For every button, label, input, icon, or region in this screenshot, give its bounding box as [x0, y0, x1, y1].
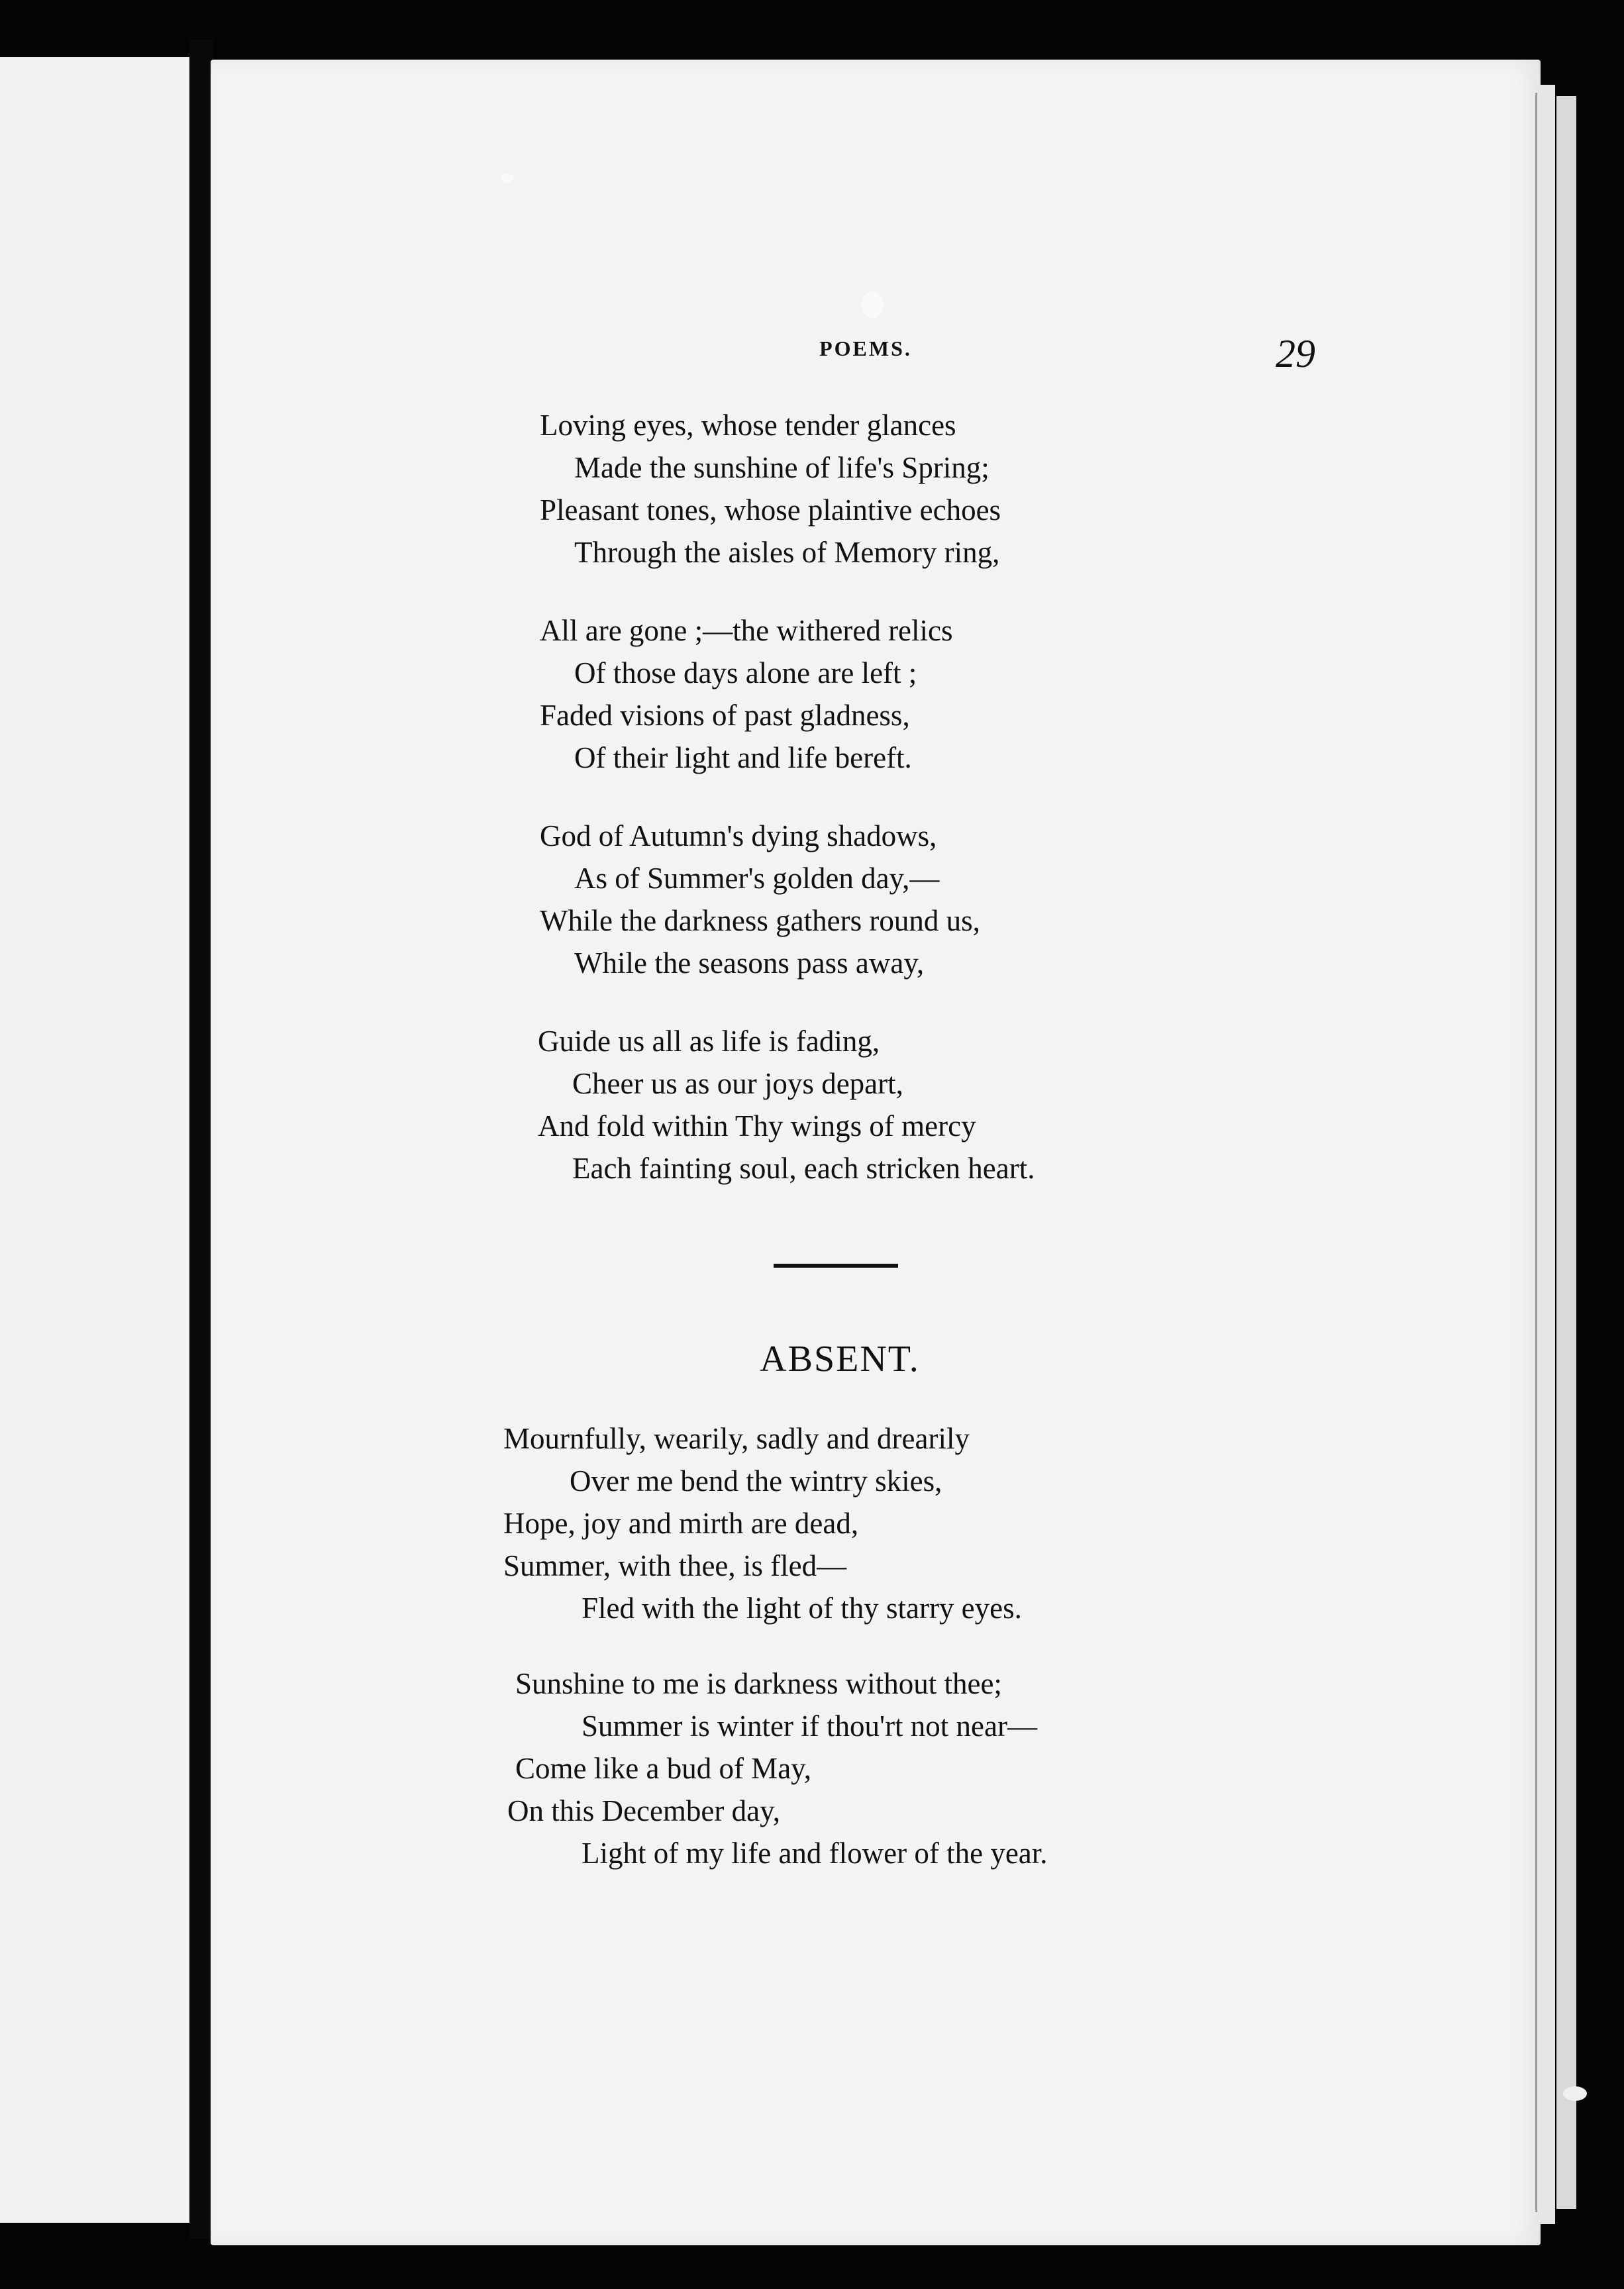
poem-line: Sunshine to me is darkness without thee;	[515, 1667, 1002, 1700]
poem-line: Faded visions of past gladness,	[540, 699, 910, 732]
poem-stanza	[540, 609, 1624, 779]
poem-line: Pleasant tones, whose plaintive echoes	[540, 493, 1001, 527]
poem-line: Made the sunshine of life's Spring;	[574, 451, 990, 484]
poem-line: On this December day,	[507, 1794, 780, 1827]
section-divider-rule	[774, 1264, 898, 1268]
page-number: 29	[1276, 332, 1315, 376]
poem-line: Summer, with thee, is fled—	[503, 1549, 847, 1582]
facing-page-edge	[0, 57, 197, 2223]
poem-stanza	[540, 404, 1624, 574]
poem-line: And fold within Thy wings of mercy	[538, 1109, 976, 1143]
poem-line: Each fainting soul, each stricken heart.	[572, 1152, 1035, 1185]
poem-stanza	[538, 1020, 1624, 1190]
poem-line: While the darkness gathers round us,	[540, 904, 980, 937]
poem-title-text: ABSENT.	[760, 1339, 920, 1380]
poem-line: Over me bend the wintry skies,	[570, 1464, 942, 1498]
paper-speck	[861, 291, 884, 318]
poem-stanza	[507, 1662, 1624, 1874]
poem-line: Of their light and life bereft.	[574, 741, 912, 774]
book-gutter	[189, 40, 213, 2239]
poem-stanza	[540, 815, 1624, 984]
poem-line: Hope, joy and mirth are dead,	[503, 1507, 859, 1540]
poem-line: All are gone ;—the withered relics	[540, 614, 953, 647]
poem-title	[0, 1338, 1624, 1380]
poem-line: Fled with the light of thy starry eyes.	[582, 1592, 1022, 1625]
paper-speck	[501, 174, 514, 183]
poem-line: God of Autumn's dying shadows,	[540, 819, 937, 852]
poem-stanza	[503, 1417, 1624, 1629]
poem-line: Mournfully, wearily, sadly and drearily	[503, 1422, 970, 1455]
poem-line: As of Summer's golden day,—	[574, 862, 940, 895]
poem-line: Come like a bud of May,	[515, 1752, 811, 1785]
poem-line: Guide us all as life is fading,	[538, 1025, 880, 1058]
poem-line: Light of my life and flower of the year.	[582, 1837, 1048, 1870]
poem-line: Of those days alone are left ;	[574, 656, 917, 689]
poem-line: Cheer us as our joys depart,	[572, 1067, 903, 1100]
poem-line: While the seasons pass away,	[574, 946, 925, 980]
running-head-text: POEMS.	[819, 336, 912, 360]
poem-line: Loving eyes, whose tender glances	[540, 409, 956, 442]
poem-line: Through the aisles of Memory ring,	[574, 536, 1000, 569]
paper-speck	[1563, 2086, 1587, 2101]
running-head	[0, 336, 1624, 361]
poem-line: Summer is winter if thou'rt not near—	[582, 1709, 1037, 1743]
